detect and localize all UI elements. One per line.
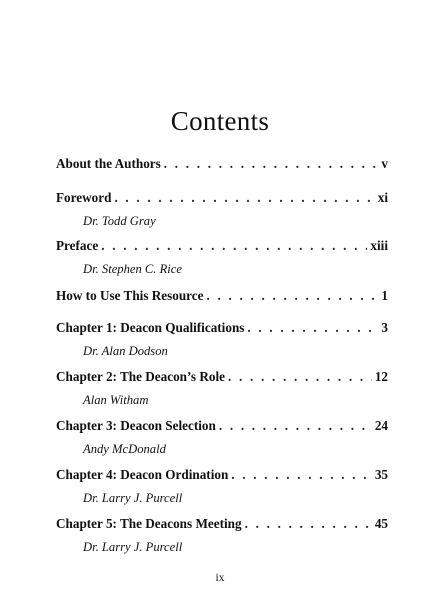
toc-entry-label: About the Authors (56, 156, 161, 171)
toc-entry-label: Chapter 2: The Deacon’s Role (56, 369, 225, 384)
page-number-footer: ix (215, 572, 225, 584)
dot-leader (231, 467, 372, 483)
dot-leader (114, 190, 374, 206)
toc-entry-author: Dr. Larry J. Purcell (83, 491, 183, 505)
toc-entry-author: Dr. Alan Dodson (83, 344, 168, 358)
dot-leader (219, 418, 372, 434)
toc-entry-chapter-3[interactable] (56, 418, 388, 457)
dot-leader (207, 288, 379, 304)
toc-entry-chapter-1[interactable] (56, 320, 388, 359)
toc-entry-label: Preface (56, 238, 99, 253)
toc-entry-page-number: xiii (370, 238, 388, 253)
toc-entry-chapter-5[interactable] (56, 516, 388, 555)
toc-entry-page-number: 35 (374, 467, 388, 482)
toc-entry-author: Andy McDonald (83, 442, 166, 456)
toc-entry-label: Chapter 5: The Deacons Meeting (56, 516, 242, 531)
toc-entry-label: How to Use This Resource (56, 288, 204, 303)
toc-entry-chapter-4[interactable] (56, 467, 388, 506)
dot-leader (247, 320, 378, 336)
toc-entry-label: Foreword (56, 190, 112, 205)
toc-entry-label: Chapter 3: Deacon Selection (56, 418, 216, 433)
dot-leader (164, 156, 379, 172)
toc-entry-author: Alan Witham (83, 393, 149, 407)
toc-entry-how-to-use[interactable] (56, 288, 388, 304)
toc-entry-page-number: v (381, 156, 388, 171)
toc-entry-preface[interactable] (56, 238, 388, 277)
toc-entry-author: Dr. Stephen C. Rice (83, 262, 182, 276)
dot-leader (245, 516, 372, 532)
toc-entry-chapter-2[interactable] (56, 369, 388, 408)
toc-entry-author: Dr. Larry J. Purcell (83, 540, 183, 554)
toc-entry-page-number: 45 (374, 516, 388, 531)
toc-entry-label: Chapter 4: Deacon Ordination (56, 467, 229, 482)
toc-entry-author: Dr. Todd Gray (83, 214, 156, 228)
toc-entry-page-number: 24 (374, 418, 388, 433)
toc-entry-page-number: 3 (381, 320, 388, 335)
toc-entry-foreword[interactable] (56, 190, 388, 229)
toc-entry-page-number: xi (377, 190, 388, 205)
dot-leader (101, 238, 367, 254)
toc-entry-page-number: 1 (381, 288, 388, 303)
dot-leader (228, 369, 372, 385)
page-title: Contents (170, 106, 270, 137)
toc-entry-about-the-authors[interactable] (56, 156, 388, 172)
toc-entry-label: Chapter 1: Deacon Qualifications (56, 320, 245, 335)
toc-entry-page-number: 12 (374, 369, 388, 384)
